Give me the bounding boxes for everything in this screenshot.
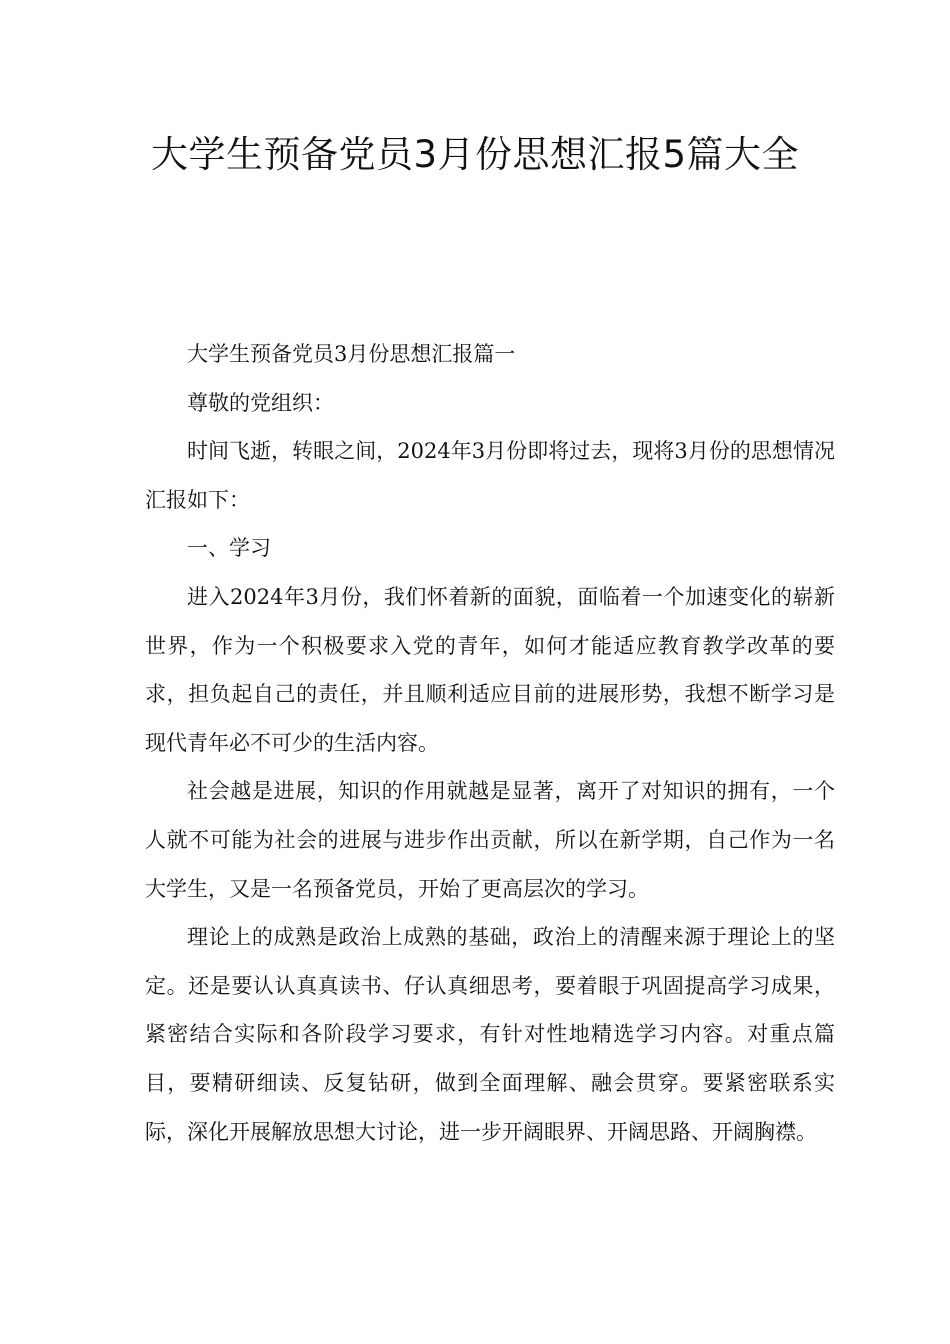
paragraph-study-3: 理论上的成熟是政治上成熟的基础，政治上的清醒来源于理论上的坚定。还是要认认真真读书、仔认真细思考，要着眼于巩固提高学习成果，紧密结合实际和各阶段学习要求，有针对性地精选学习内容。对重点篇目，要精研细读、反复钻研，做到全面理解、融会贯穿。要紧密联系实际，深化开展解放思想大讨论，进一步开阔眼界、开阔思路、开阔胸襟。	[145, 925, 835, 1144]
paragraph-study-1: 进入2024年3月份，我们怀着新的面貌，面临着一个加速变化的崭新世界，作为一个积极要求入党的青年，如何才能适应教育教学改革的要求，担负起自己的责任，并且顺利适应目前的进展形势，我想不断学习是现代青年必不可少的生活内容。	[145, 584, 835, 755]
document-body	[145, 330, 835, 1156]
paragraph-intro: 时间飞逝，转眼之间，2024年3月份即将过去，现将3月份的思想情况汇报如下：	[145, 439, 835, 512]
section-heading: 大学生预备党员3月份思想汇报篇一	[187, 342, 516, 366]
subheading-study: 一、学习	[187, 536, 271, 561]
salutation: 尊敬的党组织：	[187, 390, 334, 415]
paragraph-study-2: 社会越是进展，知识的作用就越是显著，离开了对知识的拥有，一个人就不可能为社会的进展与进步作出贡献，所以在新学期，自己作为一名大学生，又是一名预备党员，开始了更高层次的学习。	[145, 779, 835, 901]
document-title: 大学生预备党员3月份思想汇报5篇大全	[150, 133, 800, 176]
